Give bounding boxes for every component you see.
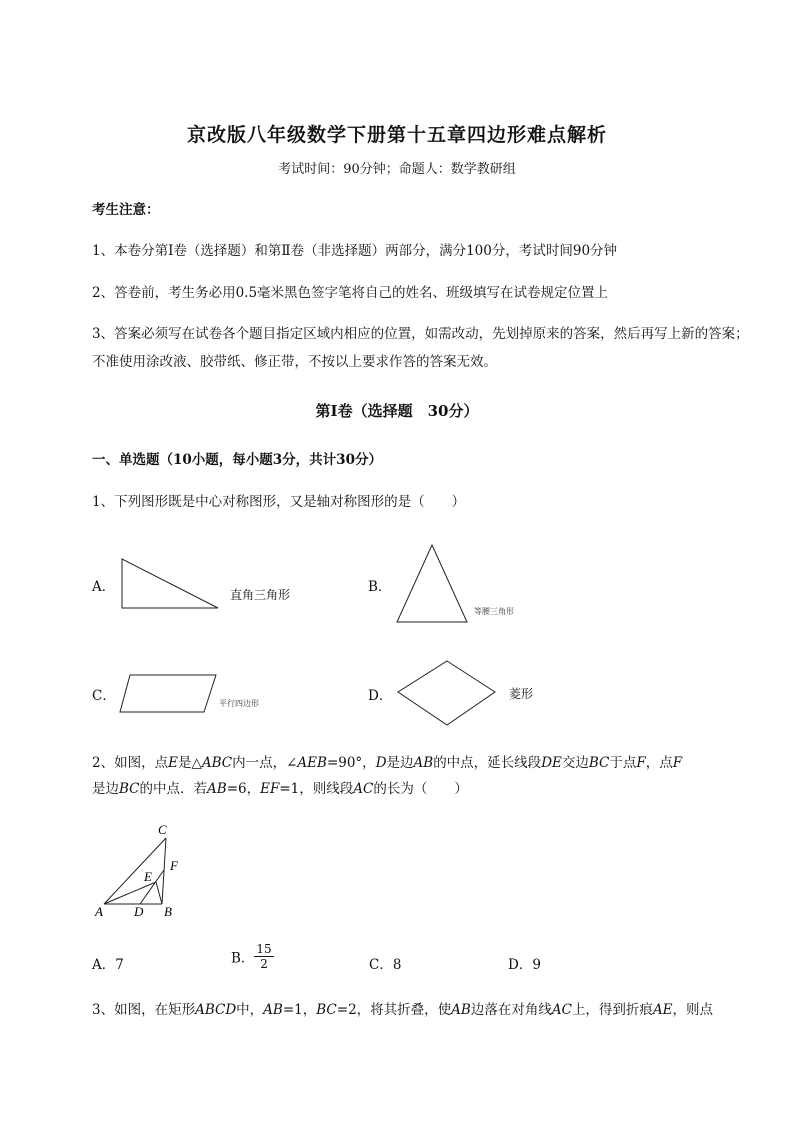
point-a-label: A — [95, 904, 103, 919]
point-c-label: C — [158, 822, 167, 837]
triangle-abc-figure — [90, 818, 200, 924]
question-1-stem: 1、下列图形既是中心对称图形，又是轴对称图形的是（ ） — [92, 494, 466, 510]
notice-heading: 考生注意： — [92, 202, 160, 218]
q1-option-b-label: 等腰三角形 — [474, 607, 514, 616]
point-b-label: B — [164, 904, 172, 919]
q1-option-c-letter: C． — [92, 688, 116, 704]
q2-option-c: C．8 — [369, 957, 402, 973]
q1-option-d-letter: D． — [368, 688, 393, 704]
page-title: 京改版八年级数学下册第十五章四边形难点解析 — [186, 124, 607, 146]
question-3-line-1: 3、如图，在矩形ABCD中，AB=1，BC=2，将其折叠，使AB边落在对角线AC上，得到折痕AE，则点 — [92, 1002, 714, 1018]
point-e-label: E — [144, 869, 152, 884]
q2-option-a: A．7 — [92, 957, 124, 973]
point-f-label: F — [170, 858, 178, 873]
rhombus-figure — [395, 658, 499, 728]
notice-item-3: 3、答案必须写在试卷各个题目指定区域内相应的位置，如需改动，先划掉原来的答案，然后再写上新的答案；不准使用涂改液、胶带纸、修正带，不按以上要求作答的答案无效。 — [92, 326, 749, 370]
q1-option-c-label: 平行四边形 — [219, 699, 259, 708]
q2-option-b: B． $\frac{15}{2}$ — [231, 942, 272, 971]
parallelogram-figure — [118, 672, 220, 716]
part-heading: 一、单选题（10小题，每小题3分，共计30分） — [92, 452, 382, 468]
isosceles-triangle-figure — [393, 542, 471, 626]
q1-option-a-label: 直角三角形 — [230, 588, 291, 602]
notice-item-2: 2、答卷前，考生务必用0.5毫米黑色签字笔将自己的姓名、班级填写在试卷规定位置上 — [92, 285, 609, 301]
point-d-label: D — [134, 904, 144, 919]
right-triangle-figure — [118, 556, 222, 612]
q2-option-d: D．9 — [508, 957, 541, 973]
exam-info: 考试时间：90分钟；命题人：数学教研组 — [278, 162, 516, 177]
q1-option-a-letter: A． — [92, 579, 116, 595]
q1-option-b-letter: B． — [368, 579, 392, 595]
question-2-line-2: 是边BC的中点．若AB=6，EF=1，则线段AC的长为（ ） — [92, 781, 468, 797]
section-title: 第I卷（选择题 30分） — [315, 402, 479, 420]
question-2-line-1: 2、如图，点E是△ABC内一点，∠AEB=90°，D是边AB的中点，延长线段DE交边BC于点F，点F — [92, 755, 683, 771]
notice-item-1: 1、本卷分第I卷（选择题）和第Ⅱ卷（非选择题）两部分，满分100分，考试时间90分钟 — [92, 243, 618, 259]
q1-option-d-label: 菱形 — [509, 687, 534, 701]
